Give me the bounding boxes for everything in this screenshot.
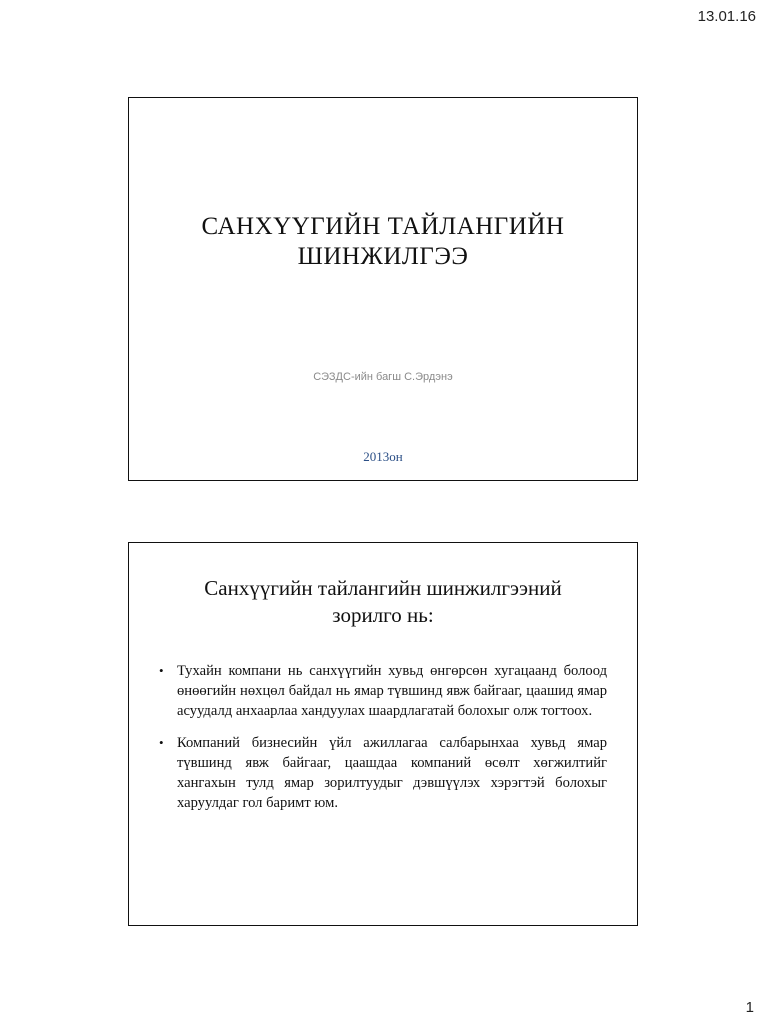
page-date: 13.01.16 xyxy=(697,8,756,25)
slide-1-title-line-2: ШИНЖИЛГЭЭ xyxy=(297,243,469,270)
slide-2-title-line-2: зорилго нь: xyxy=(332,603,434,627)
list-item-text: Тухайн компани нь санхүүгийн хувьд өнгөрсөн хугацаанд болоод өнөөгийн нөхцөл байдал нь ямар түвшинд явж байгааг, цаашид ямар асуудалд анхаарлаа хандуулах шаардлагатай болохыг олж тогтоох. xyxy=(177,663,607,719)
list-item xyxy=(155,661,607,721)
slide-2-title-line-1: Санхүүгийн тайлангийн шинжилгээний xyxy=(204,576,562,600)
slide-1-year: 2013он xyxy=(363,449,403,464)
slide-2-title xyxy=(129,575,637,629)
list-item-text: Компаний бизнесийн үйл ажиллагаа салбарынхаа хувьд ямар түвшинд явж байгааг, цаашдаа компаний өсөлт хөгжилтийг хангахын тулд ямар зорилтуудыг дэвшүүлэх хэрэгтэй болохыг харуулдаг гол баримт юм. xyxy=(177,735,607,811)
page-number: 1 xyxy=(745,999,754,1016)
objectives-list xyxy=(155,661,607,825)
list-item xyxy=(155,733,607,813)
slide-1-title-line-1: САНХҮҮГИЙН ТАЙЛАНГИЙН xyxy=(201,213,565,240)
bullet-icon: • xyxy=(159,735,164,750)
slide-objectives xyxy=(128,542,638,926)
slide-1-author: СЭЗДС-ийн багш С.Эрдэнэ xyxy=(313,371,453,383)
slide-title xyxy=(128,97,638,481)
slide-1-title xyxy=(129,212,637,272)
bullet-icon: • xyxy=(159,663,164,678)
